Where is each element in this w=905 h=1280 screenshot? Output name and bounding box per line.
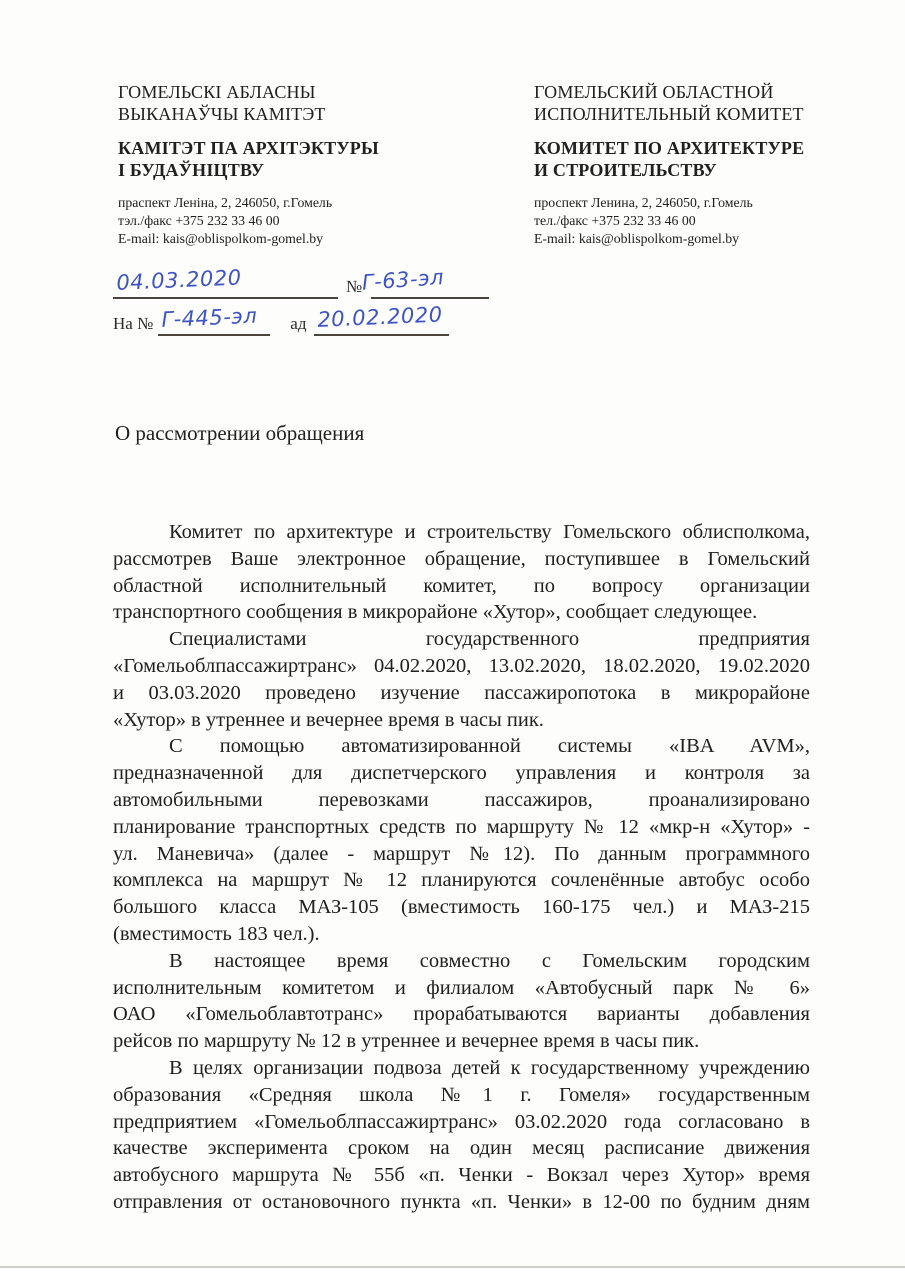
org-name	[118, 81, 458, 125]
body-line: предприятием «Гомельоблпассажиртранс» 03.02.2020 года согласовано в	[113, 1110, 810, 1133]
letterhead-belarusian	[118, 81, 458, 247]
committee-name-line: КОМИТЕТ ПО АРХИТЕКТУРЕ	[534, 138, 805, 158]
committee-name	[534, 137, 874, 181]
handwritten-incoming-date: 20.02.2020	[316, 302, 443, 332]
committee-name-line: І БУДАЎНІЦТВУ	[118, 160, 265, 180]
phone-line: тэл./факс +375 232 33 46 00	[118, 212, 280, 228]
address-line: праспект Леніна, 2, 246050, г.Гомель	[118, 195, 333, 210]
incoming-date-field	[314, 302, 449, 336]
subject-line: О рассмотрении обращения	[115, 421, 365, 445]
body-line: автобусного маршрута № 55б «п. Ченки - Вокзал через Хутор» время	[113, 1164, 810, 1187]
body-line: комплекса на маршрут № 12 планируются сочленённые автобус особо	[113, 869, 810, 892]
body-line: отправления от остановочного пункта «п. Ченки» в 12-00 по будним дням	[113, 1190, 810, 1213]
body-line: и 03.03.2020 проведено изучение пассажиропотока в микрорайоне	[113, 681, 810, 704]
org-name	[534, 81, 874, 125]
org-name-line: ВЫКАНАЎЧЫ КАМІТЭТ	[118, 104, 326, 124]
body-line: большого класса МАЗ-105 (вместимость 160-175 чел.) и МАЗ-215	[113, 896, 810, 919]
reference-block	[113, 262, 489, 336]
outgoing-date-field	[113, 265, 338, 299]
body-line: «Хутор» в утреннее и вечернее время в часы пик.	[113, 708, 544, 731]
outgoing-number-field	[361, 265, 489, 299]
reference-row-incoming	[113, 299, 489, 336]
address-line: проспект Ленина, 2, 246050, г.Гомель	[534, 195, 753, 210]
body-line: образования «Средняя школа №1 г. Гомеля» государственным	[113, 1083, 810, 1106]
body-line: В целях организации подвоза детей к государственному учреждению	[169, 1056, 810, 1079]
body-line: С помощью автоматизированной системы «IBA AVM»,	[169, 735, 810, 758]
body-line: планирование транспортных средств по маршруту № 12 «мкр-н «Хутор» -	[113, 815, 810, 838]
handwritten-outgoing-number: Г-63-эл	[361, 265, 445, 295]
body-line: Комитет по архитектуре и строительству Гомельского облисполкома,	[169, 521, 810, 543]
body-line: предназначенной для диспетчерского управления и контроля за	[113, 762, 810, 785]
body-line: рейсов по маршруту № 12 в утреннее и вечернее время в часы пик.	[113, 1030, 700, 1053]
committee-name-line: КАМІТЭТ ПА АРХІТЭКТУРЫ	[118, 138, 379, 158]
email-line: E-mail: kais@oblispolkom-gomel.by	[118, 230, 324, 246]
body-line: Специалистами государственного предприятия	[169, 628, 810, 651]
email-line: E-mail: kais@oblispolkom-gomel.by	[534, 230, 740, 246]
org-name-line: ГОМЕЛЬСКИЙ ОБЛАСТНОЙ	[534, 82, 774, 102]
body-line: исполнительным комитетом и филиалом «Автобусный парк № 6»	[113, 976, 810, 999]
handwritten-incoming-number: Г-445-эл	[161, 303, 259, 332]
body-line: автомобильными перевозками пассажиров, проанализировано	[113, 788, 810, 811]
body-line: (вместимость 183 чел.).	[113, 922, 320, 945]
org-name-line: ИСПОЛНИТЕЛЬНЫЙ КОМИТЕТ	[534, 104, 804, 124]
committee-name	[118, 137, 458, 181]
body-line: В настоящее время совместно с Гомельским городским	[169, 949, 810, 972]
address-block	[118, 194, 458, 247]
incoming-number-field	[158, 303, 270, 336]
body-line: областной исполнительный комитет, по вопросу организации	[113, 574, 810, 597]
body-line: «Гомельоблпассажиртранс» 04.02.2020, 13.02.2020, 18.02.2020, 19.02.2020	[113, 654, 810, 677]
body-line: ОАО «Гомельоблавтотранс» прорабатываются варианты добавления	[113, 1003, 810, 1026]
handwritten-outgoing-date: 04.03.2020	[115, 265, 243, 295]
reply-to-label: На №	[113, 314, 154, 333]
reference-row-outgoing	[113, 262, 489, 299]
body-line: транспортного сообщения в микрорайоне «Хутор», сообщает следующее.	[113, 601, 758, 624]
body-line: ул. Маневича» (далее - маршрут №12). По данным программного	[113, 842, 810, 865]
body-text	[113, 519, 810, 1216]
org-name-line: ГОМЕЛЬСКІ АБЛАСНЫ	[118, 82, 316, 102]
from-date-label: ад	[290, 314, 307, 333]
body-line: качестве эксперимента сроком на один месяц расписание движения	[113, 1137, 810, 1160]
letterhead-russian	[534, 81, 874, 247]
number-sign-label: №	[346, 277, 363, 296]
phone-line: тел./факс +375 232 33 46 00	[534, 212, 696, 228]
address-block	[534, 194, 874, 247]
committee-name-line: И СТРОИТЕЛЬСТВУ	[534, 160, 717, 180]
body-line: рассмотрев Ваше электронное обращение, поступившее в Гомельский	[113, 547, 810, 570]
scan-margin-below	[0, 1268, 905, 1280]
